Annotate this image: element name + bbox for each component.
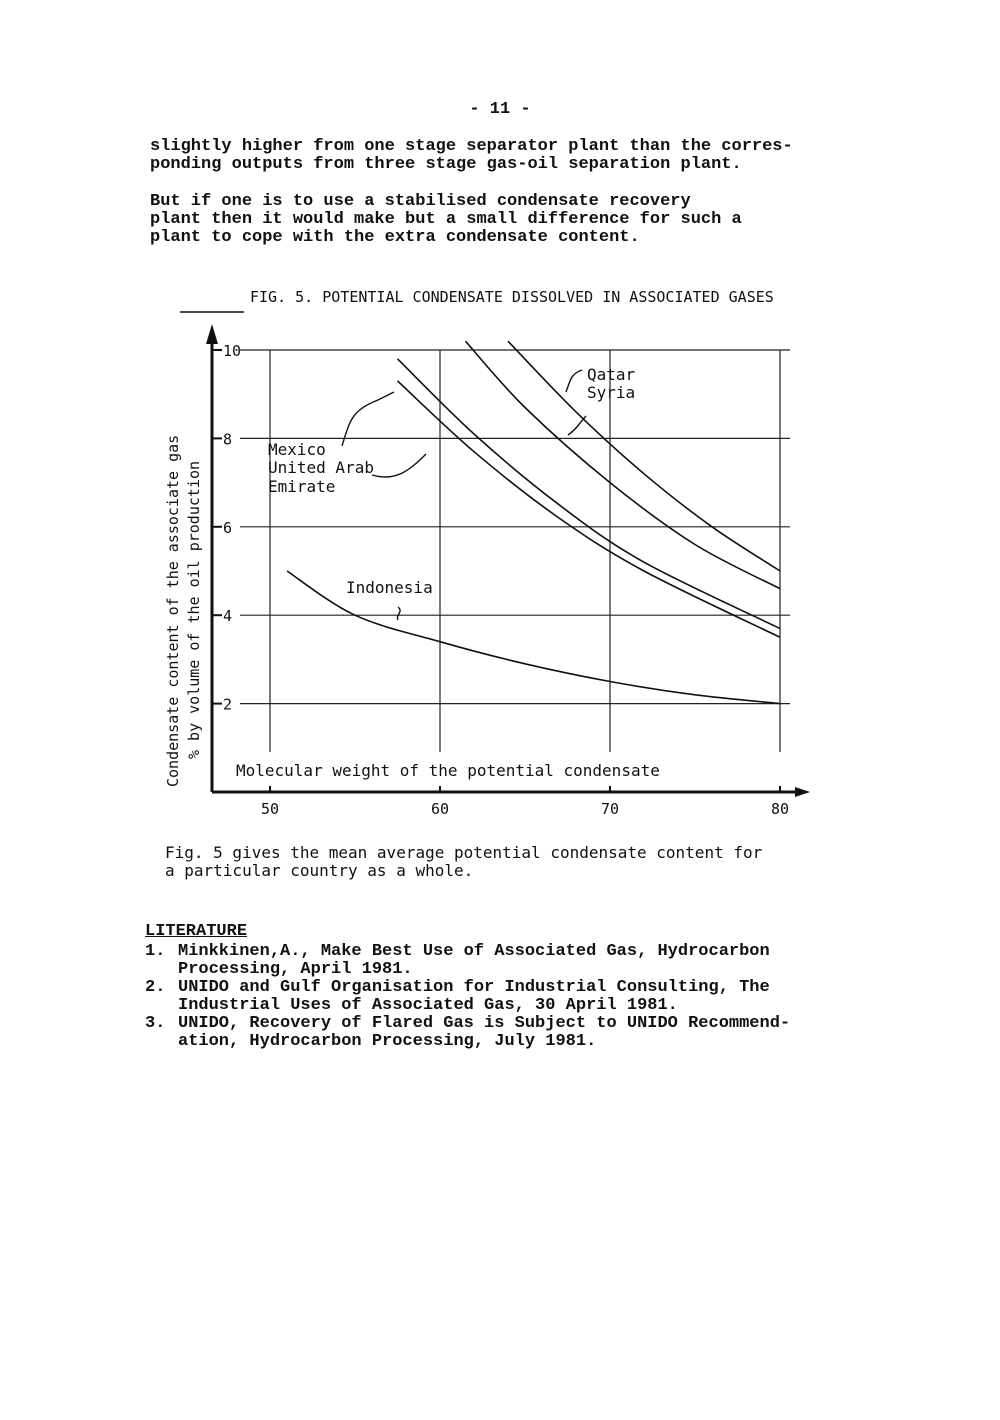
x-tick-label: 60 bbox=[430, 800, 450, 818]
annotation-pointer bbox=[568, 416, 586, 435]
annotation-label: Qatar bbox=[587, 365, 636, 384]
reference-number: 2. bbox=[145, 978, 166, 997]
annotation-label: Emirate bbox=[268, 477, 336, 496]
annotation-label: Syria bbox=[587, 383, 636, 402]
reference-item bbox=[145, 943, 905, 979]
annotation-pointer bbox=[566, 370, 582, 392]
annotation-pointer bbox=[372, 454, 426, 477]
literature-heading: LITERATURE bbox=[145, 922, 248, 941]
y-tick-label: 2 bbox=[223, 695, 233, 714]
reference-item bbox=[145, 979, 905, 1015]
page-number: - 11 - bbox=[469, 100, 531, 119]
x-axis-arrow bbox=[795, 787, 810, 797]
y-tick-label: 6 bbox=[223, 518, 233, 537]
chart-text bbox=[164, 288, 789, 818]
chart-series bbox=[287, 341, 780, 703]
reference-text: UNIDO and Gulf Organisation for Industrial Consulting, The Industrial Uses of Associated Gas, 30 April 1981. bbox=[178, 978, 770, 1015]
condensate-chart bbox=[0, 270, 1000, 830]
reference-item bbox=[145, 1015, 905, 1051]
series-line-united-arab-emirate bbox=[398, 381, 781, 637]
annotation-pointer bbox=[397, 607, 400, 620]
y-tick-label: 10 bbox=[223, 342, 242, 360]
y-axis-label: Condensate content of the associate gas bbox=[164, 434, 182, 787]
x-axis-label: Molecular weight of the potential condensate bbox=[236, 761, 660, 780]
y-tick-label: 4 bbox=[223, 607, 233, 626]
annotation-label: Mexico bbox=[268, 440, 326, 459]
y-axis-label-2: % by volume of the oil production bbox=[185, 460, 203, 759]
chart-axes bbox=[206, 324, 810, 797]
figure-5 bbox=[0, 270, 1000, 830]
annotation-label: Indonesia bbox=[346, 578, 433, 597]
body-paragraph: But if one is to use a stabilised condensate recovery plant then it would make but a small difference for such a plant to cope with the extra condensate content. bbox=[150, 192, 742, 247]
reference-text: UNIDO, Recovery of Flared Gas is Subject to UNIDO Recommend- ation, Hydrocarbon Processing, July 1981. bbox=[178, 1014, 791, 1051]
y-tick-label: 8 bbox=[223, 430, 233, 449]
reference-list bbox=[145, 943, 905, 1051]
reference-number: 1. bbox=[145, 942, 166, 961]
y-axis-arrow bbox=[206, 324, 218, 344]
annotation-label: United Arab bbox=[268, 458, 374, 477]
x-tick-label: 80 bbox=[770, 800, 790, 818]
chart-title: FIG. 5. POTENTIAL CONDENSATE DISSOLVED IN ASSOCIATED GASES bbox=[250, 288, 774, 306]
body-paragraph: slightly higher from one stage separator plant than the corres- ponding outputs from three stage gas-oil separation plant. bbox=[150, 137, 793, 174]
series-line-qatar bbox=[508, 341, 780, 571]
figure-caption: Fig. 5 gives the mean average potential condensate content for a particular country as a whole. bbox=[165, 843, 763, 880]
reference-number: 3. bbox=[145, 1014, 166, 1033]
reference-text: Minkkinen,A., Make Best Use of Associated Gas, Hydrocarbon Processing, April 1981. bbox=[178, 942, 770, 979]
x-tick-label: 50 bbox=[260, 800, 280, 818]
x-tick-label: 70 bbox=[600, 800, 620, 818]
